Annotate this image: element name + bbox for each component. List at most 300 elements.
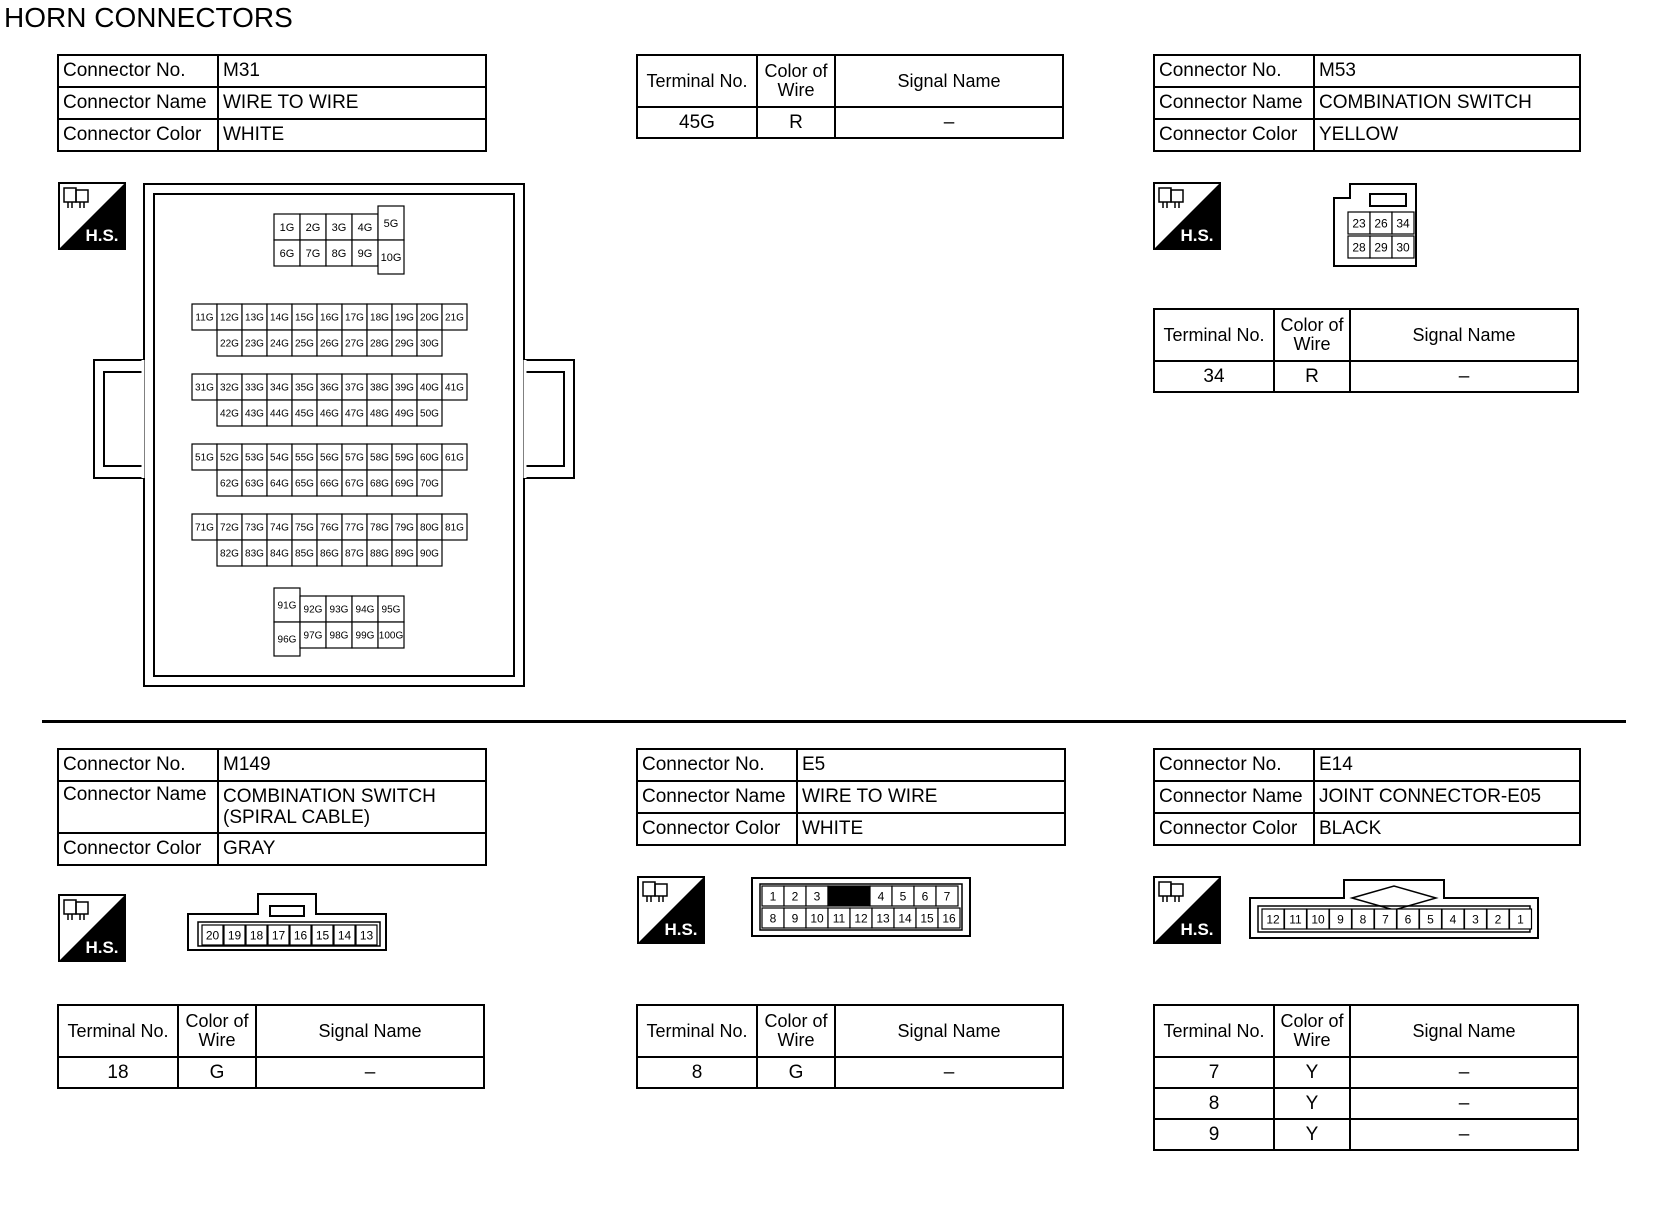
terminal-pin (342, 400, 367, 426)
terminal-pin (300, 240, 326, 266)
svg-text:8G: 8G (331, 247, 347, 260)
terminal-pin (417, 374, 442, 400)
page-title: HORN CONNECTORS (4, 2, 293, 33)
terminal-pin (806, 886, 828, 906)
terminal-table-m31: Terminal No. Color of Wire Signal Name 45G R – (636, 54, 1064, 139)
svg-text:99G: 99G (355, 630, 375, 642)
svg-text:65G: 65G (295, 478, 314, 490)
terminal-pin (936, 886, 958, 906)
terminal-pin (392, 514, 417, 540)
svg-text:44G: 44G (270, 408, 289, 420)
terminal-pin (326, 596, 352, 622)
svg-text:38G: 38G (370, 382, 389, 394)
svg-text:17: 17 (271, 928, 286, 943)
svg-text:64G: 64G (270, 478, 289, 490)
terminal-pin (274, 588, 300, 622)
svg-text:11G: 11G (195, 312, 214, 324)
svg-text:58G: 58G (370, 452, 389, 464)
terminal-pin (242, 514, 267, 540)
terminal-pin (894, 908, 916, 928)
table-row: 34 R – (1154, 361, 1578, 392)
svg-text:33G: 33G (245, 382, 264, 394)
terminal-pin (274, 240, 300, 266)
svg-text:11: 11 (1289, 912, 1302, 927)
connector-color-value: WHITE (797, 813, 1065, 845)
svg-text:30: 30 (1396, 240, 1410, 255)
svg-text:12G: 12G (220, 312, 239, 324)
svg-text:28G: 28G (370, 338, 389, 350)
svg-text:3: 3 (1472, 912, 1479, 927)
terminal-pin (292, 514, 317, 540)
terminal-pin (1510, 909, 1532, 929)
svg-text:50G: 50G (420, 408, 439, 420)
terminal-pin (242, 330, 267, 356)
svg-text:26: 26 (1374, 216, 1388, 231)
connector-no-value: M53 (1314, 55, 1580, 87)
svg-text:69G: 69G (395, 478, 414, 490)
svg-text:2G: 2G (305, 221, 321, 234)
svg-text:20: 20 (205, 928, 220, 943)
svg-text:1: 1 (1517, 912, 1524, 927)
terminal-pin (267, 514, 292, 540)
terminal-pin (392, 540, 417, 566)
connector-color-value: BLACK (1314, 813, 1580, 845)
connector-color-value: WHITE (218, 119, 486, 151)
terminal-pin (1370, 236, 1392, 258)
terminal-pin (292, 330, 317, 356)
terminal-pin (417, 400, 442, 426)
svg-text:6: 6 (921, 889, 929, 904)
terminal-pin (828, 886, 870, 906)
svg-text:12: 12 (854, 911, 868, 926)
terminal-pin (367, 400, 392, 426)
terminal-pin (192, 444, 217, 470)
terminal-pin (292, 540, 317, 566)
terminal-pin (192, 374, 217, 400)
svg-text:13G: 13G (245, 312, 264, 324)
terminal-pin (317, 304, 342, 330)
terminal-pin (1330, 909, 1352, 929)
svg-text:21G: 21G (445, 312, 464, 324)
svg-text:28: 28 (1352, 240, 1366, 255)
terminal-pin (217, 304, 242, 330)
terminal-pin (378, 622, 404, 648)
connector-no-value: M149 (218, 749, 486, 781)
connector-diagram-m53 (1332, 182, 1418, 268)
svg-text:60G: 60G (420, 452, 439, 464)
terminal-pin (317, 470, 342, 496)
svg-text:48G: 48G (370, 408, 389, 420)
hs-label: H.S. (1180, 226, 1214, 245)
svg-text:16: 16 (293, 928, 308, 943)
svg-text:23G: 23G (245, 338, 264, 350)
svg-text:14: 14 (898, 911, 912, 926)
svg-text:96G: 96G (277, 634, 297, 646)
terminal-pin (267, 470, 292, 496)
svg-text:7: 7 (1382, 912, 1389, 927)
terminal-pin (938, 908, 960, 928)
terminal-pin (242, 304, 267, 330)
svg-text:36G: 36G (320, 382, 339, 394)
svg-text:27G: 27G (345, 338, 364, 350)
hs-label: H.S. (85, 226, 119, 245)
terminal-pin (246, 925, 267, 945)
terminal-pin (292, 304, 317, 330)
svg-text:100G: 100G (378, 630, 404, 642)
terminal-pin (392, 304, 417, 330)
terminal-pin (267, 374, 292, 400)
connector-color-value: YELLOW (1314, 119, 1580, 151)
connector-diagram-m149 (186, 892, 390, 952)
terminal-pin (217, 444, 242, 470)
harness-side-icon (1153, 182, 1221, 250)
terminal-pin (326, 622, 352, 648)
svg-text:63G: 63G (245, 478, 264, 490)
svg-text:68G: 68G (370, 478, 389, 490)
terminal-pin (806, 908, 828, 928)
svg-text:81G: 81G (445, 522, 464, 534)
svg-text:93G: 93G (329, 604, 349, 616)
terminal-pin (762, 908, 784, 928)
terminal-pin (224, 925, 245, 945)
connector-name-value: COMBINATION SWITCH (1314, 87, 1580, 119)
terminal-pin (1352, 909, 1374, 929)
terminal-pin (342, 330, 367, 356)
terminal-pin (392, 330, 417, 356)
svg-text:73G: 73G (245, 522, 264, 534)
terminal-pin (312, 925, 333, 945)
svg-text:88G: 88G (370, 548, 389, 560)
terminal-pin (378, 596, 404, 622)
svg-text:83G: 83G (245, 548, 264, 560)
svg-text:7: 7 (943, 889, 951, 904)
terminal-pin (342, 514, 367, 540)
terminal-pin (417, 470, 442, 496)
svg-text:4G: 4G (357, 221, 373, 234)
harness-side-icon (1153, 876, 1221, 944)
svg-text:85G: 85G (295, 548, 314, 560)
terminal-pin (352, 622, 378, 648)
terminal-pin (326, 214, 352, 240)
terminal-pin (317, 330, 342, 356)
hs-label: H.S. (664, 920, 698, 939)
svg-text:78G: 78G (370, 522, 389, 534)
svg-text:14G: 14G (270, 312, 289, 324)
svg-text:34: 34 (1396, 216, 1410, 231)
terminal-table-e5: Terminal No. Color of Wire Signal Name 8 G – (636, 1004, 1064, 1089)
terminal-pin (417, 330, 442, 356)
connector-info-m53: Connector No. M53 Connector Name COMBINATION SWITCH Connector Color YELLOW (1153, 54, 1581, 152)
terminal-pin (268, 925, 289, 945)
terminal-table-m149: Terminal No. Color of Wire Signal Name 18 G – (57, 1004, 485, 1089)
terminal-pin (317, 444, 342, 470)
svg-text:87G: 87G (345, 548, 364, 560)
terminal-pin (417, 444, 442, 470)
terminal-pin (342, 540, 367, 566)
terminal-pin (1370, 212, 1392, 234)
terminal-pin (300, 622, 326, 648)
svg-text:97G: 97G (303, 630, 323, 642)
svg-text:4: 4 (1449, 912, 1457, 927)
svg-text:45G: 45G (295, 408, 314, 420)
svg-text:10G: 10G (380, 251, 402, 264)
terminal-pin (242, 470, 267, 496)
svg-text:13: 13 (359, 928, 374, 943)
terminal-pin (378, 206, 404, 240)
svg-text:12: 12 (1266, 912, 1280, 927)
svg-text:14: 14 (337, 928, 352, 943)
terminal-pin (292, 400, 317, 426)
table-row: 45G R – (637, 107, 1063, 138)
svg-text:42G: 42G (220, 408, 239, 420)
table-row: 9 Y – (1154, 1119, 1578, 1150)
terminal-pin (417, 540, 442, 566)
terminal-pin (442, 444, 467, 470)
terminal-pin (242, 400, 267, 426)
svg-text:18G: 18G (370, 312, 389, 324)
svg-text:30G: 30G (420, 338, 439, 350)
terminal-pin (367, 470, 392, 496)
terminal-pin (300, 596, 326, 622)
terminal-pin (217, 470, 242, 496)
svg-text:62G: 62G (220, 478, 239, 490)
connector-diagram-m31 (92, 182, 576, 690)
terminal-pin (1392, 212, 1414, 234)
svg-text:41G: 41G (445, 382, 464, 394)
terminal-pin (1348, 212, 1370, 234)
terminal-pin (784, 908, 806, 928)
svg-text:29G: 29G (395, 338, 414, 350)
terminal-pin (1307, 909, 1329, 929)
terminal-pin (442, 374, 467, 400)
svg-text:77G: 77G (345, 522, 364, 534)
terminal-pin (914, 886, 936, 906)
svg-text:26G: 26G (320, 338, 339, 350)
connector-info-m149: Connector No. M149 Connector Name COMBINATION SWITCH (SPIRAL CABLE) Connector Color GRAY (57, 748, 487, 866)
table-row: 18 G – (58, 1057, 484, 1088)
svg-text:19G: 19G (395, 312, 414, 324)
terminal-pin (892, 886, 914, 906)
connector-info-e5: Connector No. E5 Connector Name WIRE TO WIRE Connector Color WHITE (636, 748, 1066, 846)
terminal-pin (417, 514, 442, 540)
svg-text:8: 8 (769, 911, 777, 926)
svg-text:84G: 84G (270, 548, 289, 560)
terminal-pin (342, 304, 367, 330)
svg-text:16: 16 (942, 911, 956, 926)
terminal-pin (392, 444, 417, 470)
harness-side-icon (58, 894, 126, 962)
svg-text:54G: 54G (270, 452, 289, 464)
terminal-pin (290, 925, 311, 945)
svg-text:6G: 6G (279, 247, 295, 260)
svg-text:47G: 47G (345, 408, 364, 420)
svg-text:9: 9 (1337, 912, 1344, 927)
terminal-pin (392, 470, 417, 496)
svg-text:52G: 52G (220, 452, 239, 464)
terminal-pin (1442, 909, 1464, 929)
terminal-pin (356, 925, 377, 945)
svg-text:95G: 95G (381, 604, 401, 616)
svg-text:3: 3 (813, 889, 821, 904)
terminal-pin (334, 925, 355, 945)
terminal-pin (1487, 909, 1509, 929)
svg-text:5: 5 (1427, 912, 1434, 927)
terminal-pin (342, 470, 367, 496)
svg-text:9G: 9G (357, 247, 373, 260)
svg-text:56G: 56G (320, 452, 339, 464)
terminal-pin (1392, 236, 1414, 258)
svg-text:7G: 7G (305, 247, 321, 260)
terminal-pin (352, 240, 378, 266)
svg-text:66G: 66G (320, 478, 339, 490)
connector-name-value: WIRE TO WIRE (218, 87, 486, 119)
terminal-pin (317, 374, 342, 400)
terminal-pin (217, 330, 242, 356)
terminal-pin (352, 214, 378, 240)
svg-text:86G: 86G (320, 548, 339, 560)
svg-text:11: 11 (832, 911, 846, 926)
svg-text:10: 10 (1311, 912, 1325, 927)
svg-text:15: 15 (315, 928, 330, 943)
terminal-pin (870, 886, 892, 906)
terminal-pin (762, 886, 784, 906)
terminal-pin (300, 214, 326, 240)
svg-text:5G: 5G (383, 217, 399, 230)
svg-text:74G: 74G (270, 522, 289, 534)
svg-text:2: 2 (1494, 912, 1502, 927)
svg-text:35G: 35G (295, 382, 314, 394)
connector-no-value: E5 (797, 749, 1065, 781)
svg-text:4: 4 (877, 889, 885, 904)
terminal-pin (192, 304, 217, 330)
terminal-pin (828, 908, 850, 928)
terminal-pin (367, 444, 392, 470)
terminal-pin (217, 514, 242, 540)
svg-text:57G: 57G (345, 452, 364, 464)
svg-text:76G: 76G (320, 522, 339, 534)
section-divider (42, 720, 1626, 723)
terminal-pin (267, 330, 292, 356)
terminal-pin (217, 540, 242, 566)
svg-text:15: 15 (920, 911, 934, 926)
svg-text:70G: 70G (420, 478, 439, 490)
connector-diagram-e14 (1248, 878, 1540, 940)
svg-text:22G: 22G (220, 338, 239, 350)
terminal-pin (872, 908, 894, 928)
svg-text:91G: 91G (277, 600, 297, 612)
terminal-pin (242, 540, 267, 566)
terminal-pin (267, 400, 292, 426)
svg-text:53G: 53G (245, 452, 264, 464)
svg-text:3G: 3G (331, 221, 347, 234)
terminal-pin (1285, 909, 1307, 929)
svg-text:37G: 37G (345, 382, 364, 394)
connector-name-value: JOINT CONNECTOR-E05 (1314, 781, 1580, 813)
svg-text:71G: 71G (195, 522, 214, 534)
connector-name-value: WIRE TO WIRE (797, 781, 1065, 813)
terminal-pin (274, 214, 300, 240)
svg-text:67G: 67G (345, 478, 364, 490)
svg-text:20G: 20G (420, 312, 439, 324)
connector-info-m31: Connector No. M31 Connector Name WIRE TO WIRE Connector Color WHITE (57, 54, 487, 152)
terminal-pin (192, 514, 217, 540)
terminal-pin (850, 908, 872, 928)
terminal-pin (292, 444, 317, 470)
hs-label: H.S. (1180, 920, 1214, 939)
terminal-table-e14: Terminal No. Color of Wire Signal Name 7 Y – 8 Y – 9 Y – (1153, 1004, 1579, 1151)
terminal-pin (267, 304, 292, 330)
terminal-pin (367, 374, 392, 400)
terminal-pin (242, 374, 267, 400)
svg-text:43G: 43G (245, 408, 264, 420)
terminal-pin (784, 886, 806, 906)
terminal-pin (242, 444, 267, 470)
terminal-pin (392, 400, 417, 426)
terminal-pin (267, 540, 292, 566)
terminal-table-m53: Terminal No. Color of Wire Signal Name 34 R – (1153, 308, 1579, 393)
terminal-pin (267, 444, 292, 470)
svg-text:8: 8 (1359, 912, 1367, 927)
svg-text:34G: 34G (270, 382, 289, 394)
terminal-pin (367, 514, 392, 540)
svg-text:75G: 75G (295, 522, 314, 534)
terminal-pin (292, 470, 317, 496)
svg-text:94G: 94G (355, 604, 375, 616)
svg-text:25G: 25G (295, 338, 314, 350)
svg-text:61G: 61G (445, 452, 464, 464)
svg-text:10: 10 (810, 911, 824, 926)
svg-text:23: 23 (1352, 216, 1366, 231)
svg-text:1: 1 (769, 889, 777, 904)
terminal-pin (1420, 909, 1442, 929)
terminal-pin (1375, 909, 1397, 929)
terminal-pin (352, 596, 378, 622)
terminal-pin (367, 304, 392, 330)
svg-text:18: 18 (249, 928, 264, 943)
terminal-pin (217, 374, 242, 400)
svg-text:90G: 90G (420, 548, 439, 560)
terminal-pin (1348, 236, 1370, 258)
svg-text:51G: 51G (195, 452, 214, 464)
svg-text:29: 29 (1374, 240, 1388, 255)
svg-text:79G: 79G (395, 522, 414, 534)
terminal-pin (274, 622, 300, 656)
terminal-pin (442, 304, 467, 330)
svg-text:46G: 46G (320, 408, 339, 420)
svg-text:92G: 92G (303, 604, 323, 616)
harness-side-icon (637, 876, 705, 944)
terminal-pin (1262, 909, 1284, 929)
terminal-pin (367, 330, 392, 356)
terminal-pin (1397, 909, 1419, 929)
terminal-pin (317, 400, 342, 426)
svg-text:49G: 49G (395, 408, 414, 420)
svg-text:15G: 15G (295, 312, 314, 324)
terminal-pin (342, 374, 367, 400)
table-row: 7 Y – (1154, 1057, 1578, 1088)
terminal-pin (378, 240, 404, 274)
terminal-pin (317, 514, 342, 540)
terminal-pin (202, 925, 223, 945)
connector-info-e14: Connector No. E14 Connector Name JOINT CONNECTOR-E05 Connector Color BLACK (1153, 748, 1581, 846)
connector-name-value: COMBINATION SWITCH (SPIRAL CABLE) (218, 781, 486, 833)
svg-text:39G: 39G (395, 382, 414, 394)
svg-text:82G: 82G (220, 548, 239, 560)
terminal-pin (1465, 909, 1487, 929)
svg-text:55G: 55G (295, 452, 314, 464)
terminal-pin (417, 304, 442, 330)
svg-text:9: 9 (791, 911, 799, 926)
